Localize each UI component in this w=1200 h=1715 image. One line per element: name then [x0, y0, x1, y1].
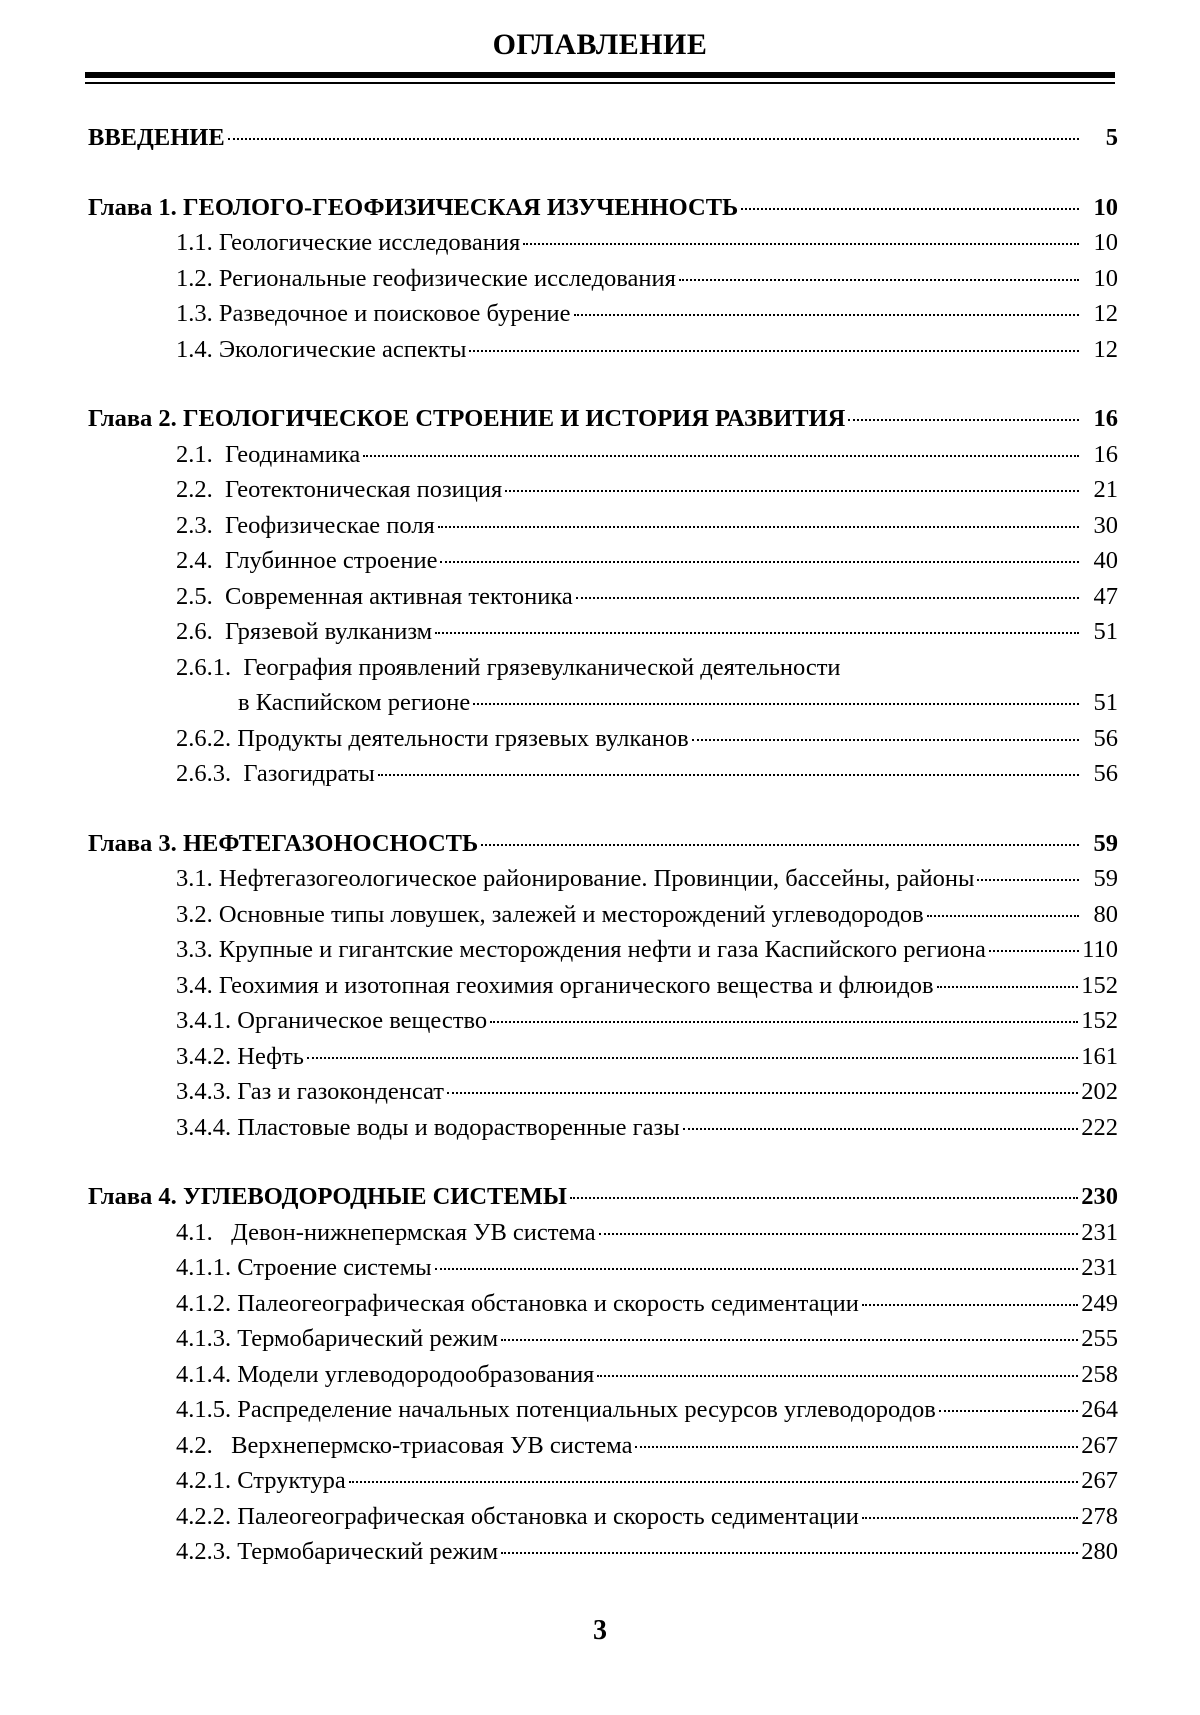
leader-dots — [927, 915, 1079, 917]
toc-subentry[interactable] — [88, 1463, 1118, 1499]
toc-entry-label — [88, 401, 845, 437]
toc-entry-label: 4.1.3. Термобарический режим — [176, 1325, 499, 1352]
toc-entry-label: 1.2. Региональные геофизические исследования — [176, 264, 676, 292]
toc-entry-label — [88, 190, 738, 226]
leader-dots — [440, 561, 1079, 563]
toc-entry-label: 2.2. Геотектоническая позиция — [176, 476, 503, 503]
toc-entry-page: 255 — [1081, 1325, 1118, 1352]
toc-entry-page: 40 — [1093, 547, 1118, 574]
leader-dots — [307, 1057, 1078, 1059]
toc-chapter-2 — [88, 401, 1118, 792]
toc-entry-label: 2.4. Глубинное строение — [176, 547, 438, 574]
toc-entry-label: 3.4.2. Нефть — [176, 1042, 304, 1070]
leader-dots — [635, 1446, 1078, 1448]
toc-entry-page: 56 — [1093, 724, 1118, 752]
toc-entry-label: ВВЕДЕНИЕ — [88, 124, 225, 151]
toc-entry-label: 3.4. Геохимия и изотопная геохимия органического вещества и флюидов — [176, 971, 934, 999]
leader-dots — [228, 138, 1079, 140]
leader-dots — [597, 1375, 1078, 1377]
leader-dots — [469, 350, 1079, 352]
chapter-title: ГЕОЛОГО-ГЕОФИЗИЧЕСКАЯ ИЗУЧЕННОСТЬ — [182, 193, 739, 221]
toc-entry-label — [88, 1179, 567, 1215]
toc-entry-page: 230 — [1081, 1183, 1118, 1210]
toc-entry-label: 1.1. Геологические исследования — [176, 229, 521, 256]
leader-dots — [599, 1233, 1079, 1235]
toc-intro-section — [88, 120, 1118, 156]
leader-dots — [570, 1197, 1078, 1199]
toc-chapter-4 — [88, 1179, 1118, 1570]
leader-dots — [679, 279, 1079, 281]
toc-subentry[interactable] — [88, 756, 1118, 792]
leader-dots — [977, 879, 1079, 881]
toc-entry-page: 47 — [1093, 582, 1118, 610]
toc-subentry[interactable] — [88, 1250, 1118, 1286]
toc-subentry[interactable] — [88, 508, 1118, 544]
toc-entry-page: 59 — [1093, 865, 1118, 892]
leader-dots — [501, 1339, 1078, 1341]
toc-entry-page: 10 — [1093, 264, 1118, 292]
toc-entry-page: 231 — [1081, 1254, 1118, 1281]
toc-subentry[interactable] — [88, 1534, 1118, 1570]
leader-dots — [683, 1128, 1079, 1130]
leader-dots — [435, 1268, 1079, 1270]
toc-entry-page: 267 — [1081, 1467, 1118, 1494]
toc-subentry[interactable] — [88, 721, 1118, 757]
toc-subentry[interactable] — [88, 1499, 1118, 1535]
toc-entry-label: 2.6. Грязевой вулканизм — [176, 618, 433, 645]
toc-entry-page: 161 — [1081, 1042, 1118, 1070]
toc-entry-page: 267 — [1081, 1431, 1118, 1459]
toc-subentry[interactable] — [88, 1392, 1118, 1428]
leader-dots — [939, 1410, 1078, 1412]
toc-entry-label: 3.4.1. Органическое вещество — [176, 1007, 488, 1034]
leader-dots — [574, 314, 1079, 316]
chapter-prefix: Глава 2. — [88, 405, 177, 432]
leader-dots — [523, 243, 1079, 245]
toc-subentry[interactable] — [88, 1110, 1118, 1146]
toc-entry-label — [88, 826, 478, 862]
toc-entry-label: 4.1.1. Строение системы — [176, 1254, 432, 1281]
toc-entry-page: 152 — [1081, 971, 1118, 999]
leader-dots — [490, 1021, 1078, 1023]
page-title: ОГЛАВЛЕНИЕ — [492, 28, 708, 61]
toc-entry-intro[interactable] — [88, 120, 1118, 156]
toc-entry-label: 4.1. Девон-нижнепермская УВ система — [176, 1218, 596, 1246]
toc-subentry[interactable] — [88, 1357, 1118, 1393]
toc-chapter-heading[interactable] — [88, 401, 1118, 437]
leader-dots — [363, 455, 1079, 457]
toc-subentry[interactable] — [88, 579, 1118, 615]
toc-entry-label: 2.6.2. Продукты деятельности грязевых вулканов — [176, 724, 689, 752]
leader-dots — [435, 632, 1079, 634]
toc-subentry[interactable] — [88, 1003, 1118, 1039]
chapter-title: УГЛЕВОДОРОДНЫЕ СИСТЕМЫ — [182, 1183, 567, 1210]
toc-entry-label: 2.5. Современная активная тектоника — [176, 582, 573, 610]
table-of-contents — [88, 120, 1118, 1604]
chapter-prefix: Глава 3. — [88, 829, 177, 857]
leader-dots — [501, 1552, 1078, 1554]
toc-entry-page: 258 — [1081, 1360, 1118, 1388]
toc-entry-page: 16 — [1093, 440, 1118, 468]
toc-entry-label: 4.1.5. Распределение начальных потенциальных ресурсов углеводородов — [176, 1396, 936, 1423]
chapter-title: НЕФТЕГАЗОНОСНОСТЬ — [182, 829, 479, 857]
page-number: 3 — [593, 1615, 607, 1646]
toc-subentry[interactable] — [88, 932, 1118, 968]
toc-entry-page: 10 — [1093, 229, 1118, 256]
leader-dots — [741, 208, 1079, 210]
leader-dots — [862, 1517, 1078, 1519]
chapter-prefix: Глава 1. — [88, 193, 177, 221]
title-rule-thick — [85, 72, 1115, 78]
toc-entry-label: 4.2.2. Палеогеографическая обстановка и скорость седиментации — [176, 1502, 859, 1530]
chapter-prefix: Глава 4. — [88, 1183, 177, 1210]
toc-chapter-1 — [88, 190, 1118, 368]
toc-subentry[interactable] — [88, 1074, 1118, 1110]
toc-entry-page: 264 — [1081, 1396, 1118, 1423]
toc-entry-page: 152 — [1081, 1007, 1118, 1034]
toc-subentry[interactable] — [88, 861, 1118, 897]
leader-dots — [481, 844, 1079, 846]
toc-entry-label: 4.2.1. Структура — [176, 1467, 346, 1494]
toc-entry-label: 2.6.1. География проявлений грязевулканической деятельности — [176, 653, 841, 681]
leader-dots — [473, 703, 1079, 705]
toc-subentry[interactable] — [88, 968, 1118, 1004]
leader-dots — [692, 739, 1079, 741]
toc-entry-label: 4.2. Верхнепермско-триасовая УВ система — [176, 1431, 633, 1459]
toc-entry-label: 3.3. Крупные и гигантские месторождения нефти и газа Каспийского региона — [176, 936, 986, 963]
toc-subentry[interactable] — [88, 472, 1118, 508]
leader-dots — [438, 526, 1079, 528]
toc-entry-page: 249 — [1081, 1289, 1118, 1317]
toc-subentry[interactable] — [88, 1215, 1118, 1251]
toc-entry-page: 12 — [1093, 300, 1118, 327]
toc-entry-page: 51 — [1093, 689, 1118, 716]
toc-subentry[interactable] — [88, 685, 1118, 721]
toc-entry-page: 51 — [1093, 618, 1118, 645]
toc-subentry[interactable] — [88, 650, 1118, 686]
toc-entry-page: 280 — [1081, 1538, 1118, 1565]
toc-entry-label: 4.1.2. Палеогеографическая обстановка и скорость седиментации — [176, 1289, 859, 1317]
toc-entry-page: 59 — [1093, 829, 1118, 857]
toc-entry-page: 80 — [1093, 900, 1118, 928]
toc-subentry[interactable] — [88, 296, 1118, 332]
toc-subentry[interactable] — [88, 897, 1118, 933]
toc-subentry[interactable] — [88, 437, 1118, 473]
toc-subentry[interactable] — [88, 332, 1118, 368]
toc-subentry[interactable] — [88, 225, 1118, 261]
toc-entry-page: 10 — [1093, 193, 1118, 221]
chapter-title: ГЕОЛОГИЧЕСКОЕ СТРОЕНИЕ И ИСТОРИЯ РАЗВИТИЯ — [182, 405, 846, 432]
toc-entry-label: 4.1.4. Модели углеводородообразования — [176, 1360, 595, 1388]
leader-dots — [378, 774, 1079, 776]
toc-entry-label: 3.1. Нефтегазогеологическое районирование. Провинции, бассейны, районы — [176, 865, 975, 892]
toc-entry-label: 3.4.4. Пластовые воды и водорастворенные газы — [176, 1113, 680, 1141]
toc-entry-page: 12 — [1093, 335, 1118, 363]
toc-subentry[interactable] — [88, 1321, 1118, 1357]
toc-entry-page: 278 — [1081, 1502, 1118, 1530]
toc-subentry[interactable] — [88, 614, 1118, 650]
toc-entry-page: 202 — [1081, 1078, 1118, 1105]
toc-entry-label: 2.1. Геодинамика — [176, 440, 361, 468]
toc-chapter-heading[interactable] — [88, 1179, 1118, 1215]
title-rule-thin — [85, 82, 1115, 84]
toc-chapter-heading[interactable] — [88, 826, 1118, 862]
toc-entry-label: в Каспийском регионе — [238, 689, 471, 716]
toc-chapter-3 — [88, 826, 1118, 1146]
toc-entry-page: 110 — [1082, 936, 1118, 963]
toc-subentry[interactable] — [88, 261, 1118, 297]
toc-subentry[interactable] — [88, 1428, 1118, 1464]
toc-entry-label: 1.4. Экологические аспекты — [176, 335, 467, 363]
toc-entry-label: 3.2. Основные типы ловушек, залежей и месторождений углеводородов — [176, 900, 924, 928]
leader-dots — [576, 597, 1079, 599]
leader-dots — [447, 1092, 1078, 1094]
toc-entry-page: 16 — [1093, 405, 1118, 432]
toc-entry-label: 2.3. Геофизическае поля — [176, 511, 435, 539]
toc-entry-label: 1.3. Разведочное и поисковое бурение — [176, 300, 571, 327]
leader-dots — [989, 950, 1079, 952]
leader-dots — [349, 1481, 1078, 1483]
leader-dots — [937, 986, 1079, 988]
toc-subentry[interactable] — [88, 1039, 1118, 1075]
toc-entry-label: 4.2.3. Термобарический режим — [176, 1538, 499, 1565]
leader-dots — [862, 1304, 1078, 1306]
toc-entry-page: 30 — [1093, 511, 1118, 539]
toc-chapters — [88, 190, 1118, 1570]
toc-entry-page: 222 — [1081, 1113, 1118, 1141]
leader-dots — [505, 490, 1079, 492]
toc-entry-page: 5 — [1105, 124, 1118, 151]
leader-dots — [848, 419, 1079, 421]
toc-entry-page: 231 — [1081, 1218, 1118, 1246]
toc-entry-page: 21 — [1093, 476, 1118, 503]
toc-entry-label: 2.6.3. Газогидраты — [176, 760, 375, 787]
toc-chapter-heading[interactable] — [88, 190, 1118, 226]
toc-entry-label: 3.4.3. Газ и газоконденсат — [176, 1078, 445, 1105]
toc-subentry[interactable] — [88, 1286, 1118, 1322]
toc-entry-page: 56 — [1093, 760, 1118, 787]
toc-subentry[interactable] — [88, 543, 1118, 579]
